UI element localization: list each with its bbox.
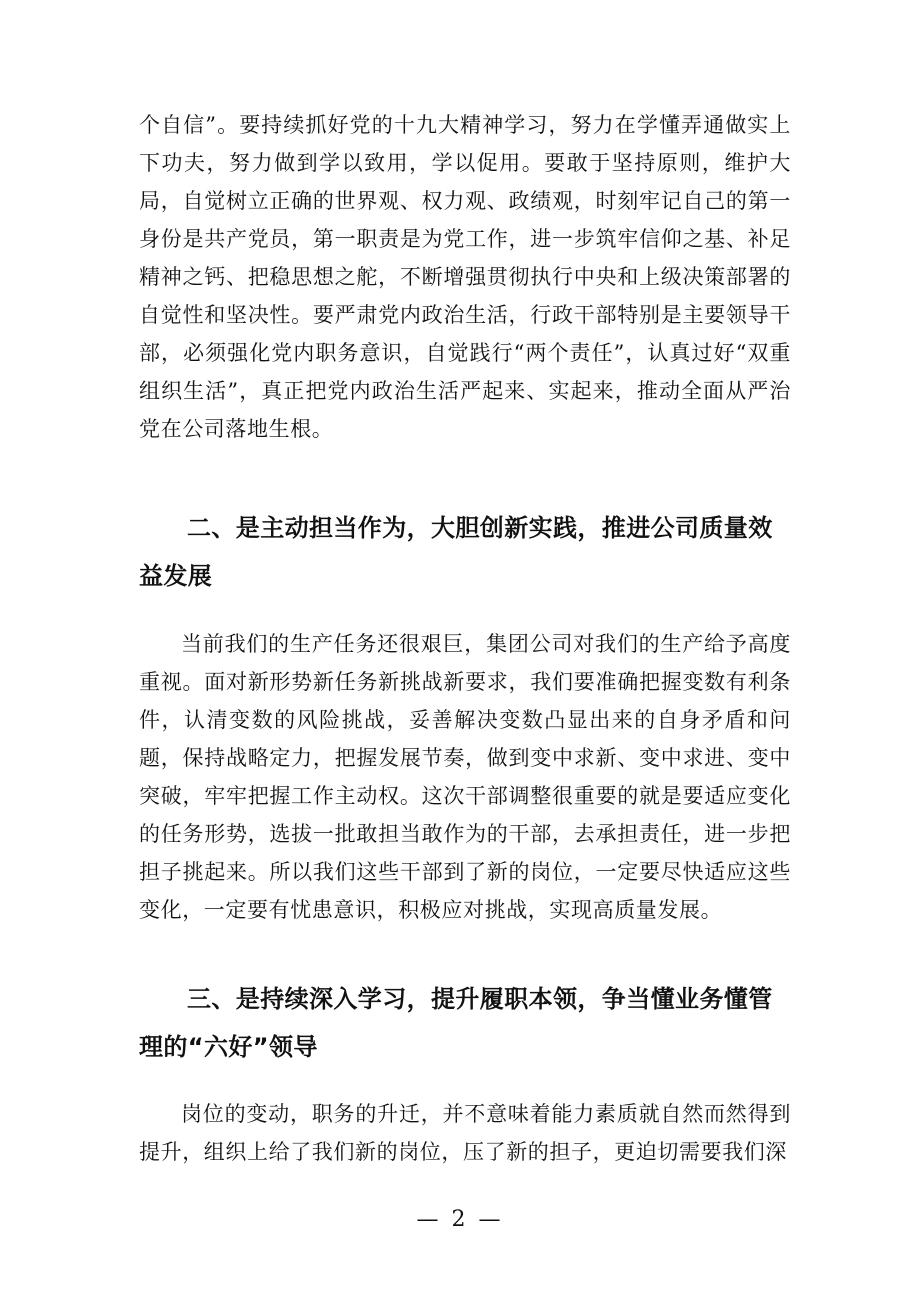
section-heading-3: 三、是持续深入学习，提升履职本领，争当懂业务懂管理的“六好”领导 xyxy=(139,985,773,1061)
body-paragraph-section-2: 当前我们的生产任务还很艰巨，集团公司对我们的生产给予高度重视。面对新形势新任务新挑战新要求，我们要准确把握变数有利条件，认清变数的风险挑战，妥善解决变数凸显出来的自身矛盾和问题，保持战略定力，把握发展节奏，做到变中求新、变中求进、变中突破，牢牢把握工作主动权。这次干部调整很重要的就是要适应变化的任务形势，选拔一批敢担当敢作为的干部，去承担责任，进一步把担子挑起来。所以我们这些干部到了新的岗位，一定要尽快适应这些变化，一定要有忧患意识，积极应对挑战，实现高质量发展。 xyxy=(139,632,791,922)
section-heading-2: 二、是主动担当作为，大胆创新实践，推进公司质量效益发展 xyxy=(139,514,773,590)
body-paragraph-continued: 个自信”。要持续抓好党的十九大精神学习，努力在学懂弄通做实上下功夫，努力做到学以致用，学以促用。要敢于坚持原则，维护大局，自觉树立正确的世界观、权力观、政绩观，时刻牢记自己的第一身份是共产党员，第一职责是为党工作，进一步筑牢信仰之基、补足精神之钙、把稳思想之舵，不断增强贯彻执行中央和上级决策部署的自觉性和坚决性。要严肃党内政治生活，行政干部特别是主要领导干部，必须强化党内职务意识，自觉践行“两个责任”，认真过好“双重组织生活”，真正把党内政治生活严起来、实起来，推动全面从严治党在公司落地生根。 xyxy=(139,113,791,441)
page-number: — 2 — xyxy=(416,1207,504,1232)
body-paragraph-section-3: 岗位的变动，职务的升迁，并不意味着能力素质就自然而然得到提升，组织上给了我们新的岗位，压了新的担子，更迫切需要我们深 xyxy=(139,1102,791,1164)
